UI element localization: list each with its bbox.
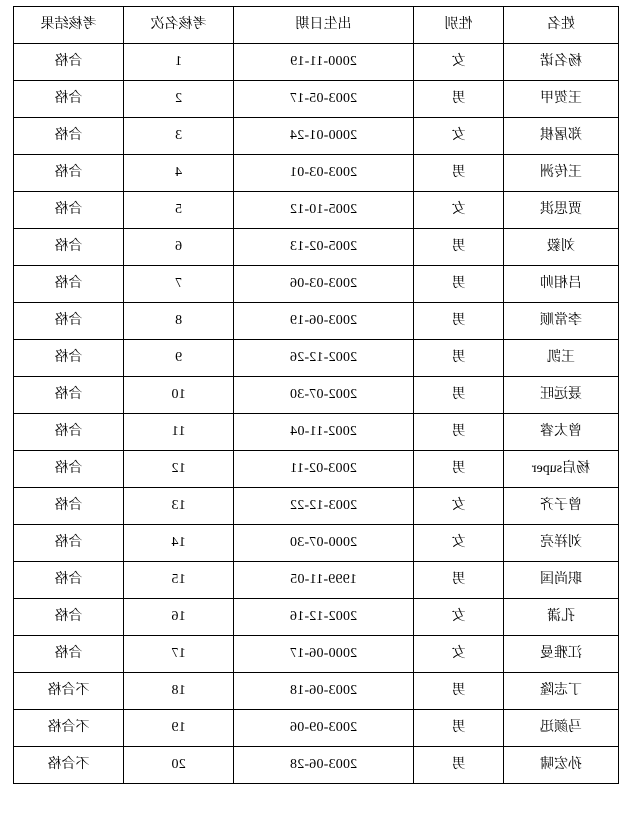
cell-result: 合格 xyxy=(14,192,124,229)
cell-rank: 2 xyxy=(124,81,234,118)
cell-gender: 男 xyxy=(414,266,504,303)
cell-result: 合格 xyxy=(14,488,124,525)
cell-result: 不合格 xyxy=(14,747,124,784)
cell-result: 合格 xyxy=(14,340,124,377)
cell-birth: 2002-07-30 xyxy=(234,377,414,414)
cell-result: 合格 xyxy=(14,229,124,266)
mirrored-page xyxy=(0,6,633,824)
table-row xyxy=(14,44,619,81)
column-header-birth: 出生日期 xyxy=(234,7,414,44)
cell-birth: 2005-10-12 xyxy=(234,192,414,229)
cell-birth: 2003-12-22 xyxy=(234,488,414,525)
table-row xyxy=(14,488,619,525)
cell-rank: 5 xyxy=(124,192,234,229)
column-header-gender: 性别 xyxy=(414,7,504,44)
cell-result: 合格 xyxy=(14,414,124,451)
cell-rank: 13 xyxy=(124,488,234,525)
cell-name: 王凯 xyxy=(504,340,619,377)
cell-gender: 女 xyxy=(414,192,504,229)
cell-name: 马颜迅 xyxy=(504,710,619,747)
cell-name: 郑屠棋 xyxy=(504,118,619,155)
cell-rank: 8 xyxy=(124,303,234,340)
table-header-row xyxy=(14,7,619,44)
cell-name: 贾思淇 xyxy=(504,192,619,229)
cell-name: 刘祥亮 xyxy=(504,525,619,562)
cell-name: 李常顺 xyxy=(504,303,619,340)
table-row xyxy=(14,451,619,488)
table-row xyxy=(14,377,619,414)
cell-name: 职尚国 xyxy=(504,562,619,599)
cell-birth: 2003-02-11 xyxy=(234,451,414,488)
cell-rank: 15 xyxy=(124,562,234,599)
cell-birth: 2003-06-19 xyxy=(234,303,414,340)
cell-result: 合格 xyxy=(14,266,124,303)
cell-birth: 2000-07-30 xyxy=(234,525,414,562)
cell-result: 合格 xyxy=(14,377,124,414)
cell-rank: 10 xyxy=(124,377,234,414)
cell-result: 合格 xyxy=(14,44,124,81)
column-header-name: 姓名 xyxy=(504,7,619,44)
cell-birth: 2002-12-16 xyxy=(234,599,414,636)
cell-birth: 2003-06-28 xyxy=(234,747,414,784)
cell-gender: 男 xyxy=(414,81,504,118)
cell-birth: 2002-12-26 xyxy=(234,340,414,377)
cell-rank: 7 xyxy=(124,266,234,303)
cell-rank: 12 xyxy=(124,451,234,488)
cell-gender: 男 xyxy=(414,340,504,377)
cell-birth: 2003-09-06 xyxy=(234,710,414,747)
cell-gender: 男 xyxy=(414,747,504,784)
cell-result: 合格 xyxy=(14,562,124,599)
table-row xyxy=(14,340,619,377)
cell-result: 合格 xyxy=(14,451,124,488)
cell-birth: 2003-06-18 xyxy=(234,673,414,710)
cell-gender: 女 xyxy=(414,525,504,562)
cell-rank: 17 xyxy=(124,636,234,673)
cell-name: 曾子齐 xyxy=(504,488,619,525)
cell-birth: 2005-02-13 xyxy=(234,229,414,266)
table-row xyxy=(14,599,619,636)
cell-rank: 11 xyxy=(124,414,234,451)
cell-gender: 男 xyxy=(414,673,504,710)
cell-name: 丁志隆 xyxy=(504,673,619,710)
table-row xyxy=(14,525,619,562)
table-row xyxy=(14,229,619,266)
cell-name: 江雅曼 xyxy=(504,636,619,673)
cell-gender: 男 xyxy=(414,451,504,488)
cell-birth: 2000-11-19 xyxy=(234,44,414,81)
cell-birth: 2003-03-01 xyxy=(234,155,414,192)
cell-birth: 2003-03-06 xyxy=(234,266,414,303)
cell-result: 合格 xyxy=(14,303,124,340)
column-header-result: 考核结果 xyxy=(14,7,124,44)
cell-gender: 女 xyxy=(414,118,504,155)
cell-rank: 14 xyxy=(124,525,234,562)
cell-gender: 男 xyxy=(414,710,504,747)
cell-name: 曾太睿 xyxy=(504,414,619,451)
cell-name: 孔潇 xyxy=(504,599,619,636)
cell-gender: 男 xyxy=(414,155,504,192)
assessment-results-table xyxy=(13,6,619,784)
cell-rank: 4 xyxy=(124,155,234,192)
cell-rank: 6 xyxy=(124,229,234,266)
cell-result: 合格 xyxy=(14,81,124,118)
cell-name: 杨名诺 xyxy=(504,44,619,81)
cell-name: 刘毅 xyxy=(504,229,619,266)
cell-result: 合格 xyxy=(14,636,124,673)
cell-name: 王传洲 xyxy=(504,155,619,192)
cell-name: 吕相帅 xyxy=(504,266,619,303)
cell-result: 合格 xyxy=(14,525,124,562)
cell-result: 不合格 xyxy=(14,673,124,710)
cell-birth: 2000-06-17 xyxy=(234,636,414,673)
cell-rank: 1 xyxy=(124,44,234,81)
cell-gender: 女 xyxy=(414,599,504,636)
table-row xyxy=(14,192,619,229)
table-row xyxy=(14,673,619,710)
cell-gender: 男 xyxy=(414,229,504,266)
table-row xyxy=(14,118,619,155)
table-row xyxy=(14,710,619,747)
cell-birth: 2000-01-24 xyxy=(234,118,414,155)
cell-result: 合格 xyxy=(14,118,124,155)
cell-name: 聂远旺 xyxy=(504,377,619,414)
cell-result: 不合格 xyxy=(14,710,124,747)
cell-name: 孙宏啸 xyxy=(504,747,619,784)
cell-gender: 女 xyxy=(414,636,504,673)
table-row xyxy=(14,81,619,118)
column-header-rank: 考核名次 xyxy=(124,7,234,44)
table-row xyxy=(14,155,619,192)
table-row xyxy=(14,266,619,303)
cell-rank: 18 xyxy=(124,673,234,710)
cell-gender: 男 xyxy=(414,377,504,414)
cell-birth: 2002-11-04 xyxy=(234,414,414,451)
table-row xyxy=(14,414,619,451)
cell-result: 合格 xyxy=(14,599,124,636)
table-row xyxy=(14,303,619,340)
cell-gender: 男 xyxy=(414,303,504,340)
table-row xyxy=(14,747,619,784)
cell-gender: 女 xyxy=(414,488,504,525)
cell-rank: 16 xyxy=(124,599,234,636)
cell-birth: 1999-11-05 xyxy=(234,562,414,599)
cell-rank: 20 xyxy=(124,747,234,784)
cell-name: 杨启super xyxy=(504,451,619,488)
cell-rank: 3 xyxy=(124,118,234,155)
cell-gender: 男 xyxy=(414,414,504,451)
cell-birth: 2003-05-17 xyxy=(234,81,414,118)
cell-name: 王贺甲 xyxy=(504,81,619,118)
cell-rank: 9 xyxy=(124,340,234,377)
cell-gender: 男 xyxy=(414,562,504,599)
table-row xyxy=(14,562,619,599)
table-row xyxy=(14,636,619,673)
cell-rank: 19 xyxy=(124,710,234,747)
cell-gender: 女 xyxy=(414,44,504,81)
cell-result: 合格 xyxy=(14,155,124,192)
